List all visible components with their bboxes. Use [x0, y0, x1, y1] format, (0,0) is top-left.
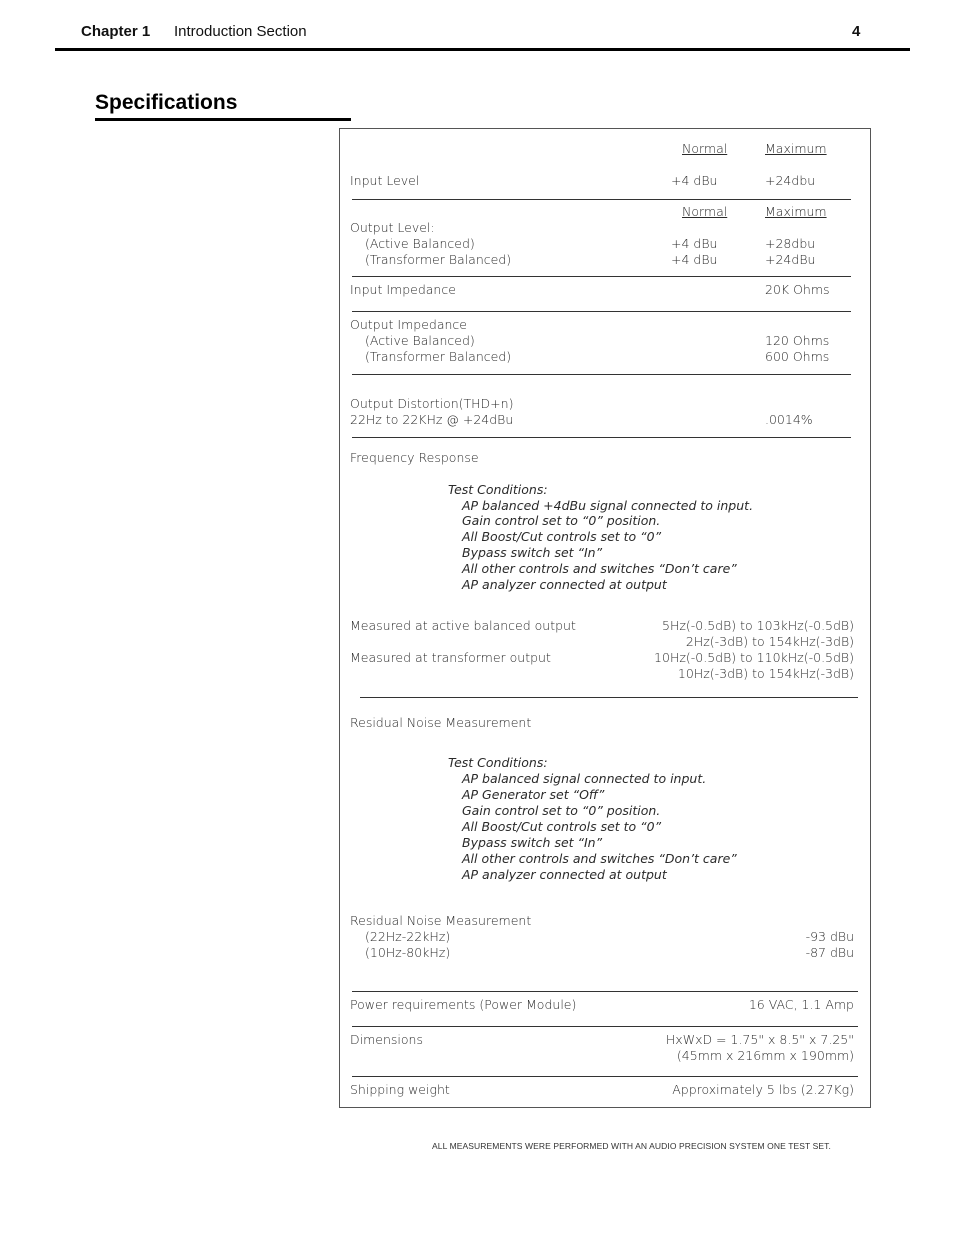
noise-band2-value: -87 dBu — [805, 945, 854, 960]
input-impedance-label: Input Impedance — [350, 282, 456, 297]
freq-active-value: 5Hz(-0.5dB) to 103kHz(-0.5dB) — [662, 618, 854, 633]
dimensions-imperial: HxWxD = 1.75" x 8.5" x 7.25" — [665, 1032, 854, 1047]
title-underline — [95, 118, 351, 121]
noise-test-condition: AP balanced signal connected to input. — [462, 771, 707, 786]
divider — [360, 697, 858, 698]
residual-noise-label: Residual Noise Measurement — [350, 715, 532, 730]
distortion-sublabel: 22Hz to 22KHz @ +24dBu — [350, 412, 514, 427]
noise-band1-label: (22Hz-22kHz) — [365, 929, 451, 944]
column-header-normal: Normal — [682, 141, 728, 156]
input-level-maximum: +24dbu — [765, 173, 816, 188]
freq-test-condition: AP balanced +4dBu signal connected to input. — [462, 498, 754, 513]
output-impedance-active-value: 120 Ohms — [765, 333, 830, 348]
power-label: Power requirements (Power Module) — [350, 997, 577, 1012]
output-level-label: Output Level: — [350, 220, 435, 235]
power-value: 16 VAC, 1.1 Amp — [748, 997, 854, 1012]
freq-test-condition: Gain control set to “0” position. — [462, 513, 661, 528]
distortion-label: Output Distortion(THD+n) — [350, 396, 514, 411]
output-impedance-active-label: (Active Balanced) — [365, 333, 475, 348]
divider — [352, 1076, 858, 1077]
distortion-value: .0014% — [765, 412, 813, 427]
noise-band2-label: (10Hz-80kHz) — [365, 945, 451, 960]
shipping-value: Approximately 5 lbs (2.27Kg) — [672, 1082, 854, 1097]
divider — [352, 991, 858, 992]
output-impedance-transformer-value: 600 Ohms — [765, 349, 830, 364]
output-impedance-transformer-label: (Transformer Balanced) — [365, 349, 512, 364]
dimensions-metric: (45mm x 216mm x 190mm) — [676, 1048, 854, 1063]
divider — [352, 276, 851, 277]
page-number: 4 — [852, 23, 861, 40]
freq-test-conditions-title: Test Conditions: — [448, 482, 548, 497]
output-level-transformer-max: +24dBu — [765, 252, 816, 267]
output-level-active-normal: +4 dBu — [671, 236, 718, 251]
freq-test-condition: Bypass switch set “In” — [462, 545, 603, 560]
noise-test-condition: All Boost/Cut controls set to “0” — [462, 819, 662, 834]
freq-test-condition: AP analyzer connected at output — [462, 577, 667, 592]
divider — [352, 1026, 858, 1027]
freq-active-label: Measured at active balanced output — [350, 618, 576, 633]
noise-measure-label: Residual Noise Measurement — [350, 913, 532, 928]
freq-test-condition: All Boost/Cut controls set to “0” — [462, 529, 662, 544]
noise-test-conditions-title: Test Conditions: — [448, 755, 548, 770]
divider — [352, 311, 851, 312]
divider — [352, 374, 851, 375]
freq-transformer-value: 10Hz(-0.5dB) to 110kHz(-0.5dB) — [654, 650, 854, 665]
noise-test-condition: All other controls and switches “Don’t care” — [462, 851, 737, 866]
freq-active-value: 2Hz(-3dB) to 154kHz(-3dB) — [685, 634, 854, 649]
noise-test-condition: AP Generator set “Off” — [462, 787, 605, 802]
output-level-active-label: (Active Balanced) — [365, 236, 475, 251]
input-impedance-value: 20K Ohms — [765, 282, 830, 297]
output-impedance-label: Output Impedance — [350, 317, 467, 332]
input-level-normal: +4 dBu — [671, 173, 718, 188]
divider — [352, 199, 851, 200]
divider — [352, 437, 851, 438]
freq-test-condition: All other controls and switches “Don’t care” — [462, 561, 737, 576]
freq-transformer-value: 10Hz(-3dB) to 154kHz(-3dB) — [677, 666, 854, 681]
column-header-maximum: Maximum — [765, 204, 827, 219]
column-header-normal: Normal — [682, 204, 728, 219]
chapter-label: Chapter 1 — [81, 23, 151, 40]
section-title: Introduction Section — [174, 23, 307, 40]
column-header-maximum: Maximum — [765, 141, 827, 156]
frequency-response-label: Frequency Response — [350, 450, 479, 465]
noise-test-condition: AP analyzer connected at output — [462, 867, 667, 882]
output-level-transformer-normal: +4 dBu — [671, 252, 718, 267]
noise-band1-value: -93 dBu — [805, 929, 854, 944]
dimensions-label: Dimensions — [350, 1032, 423, 1047]
output-level-transformer-label: (Transformer Balanced) — [365, 252, 512, 267]
noise-test-condition: Gain control set to “0” position. — [462, 803, 661, 818]
input-level-label: Input Level — [350, 173, 420, 188]
freq-transformer-label: Measured at transformer output — [350, 650, 551, 665]
output-level-active-max: +28dbu — [765, 236, 816, 251]
noise-test-condition: Bypass switch set “In” — [462, 835, 603, 850]
footnote: ALL MEASUREMENTS WERE PERFORMED WITH AN AUDIO PRECISION SYSTEM ONE TEST SET. — [432, 1141, 831, 1151]
header-rule — [55, 48, 910, 51]
shipping-label: Shipping weight — [350, 1082, 450, 1097]
page-title: Specifications — [95, 91, 238, 114]
